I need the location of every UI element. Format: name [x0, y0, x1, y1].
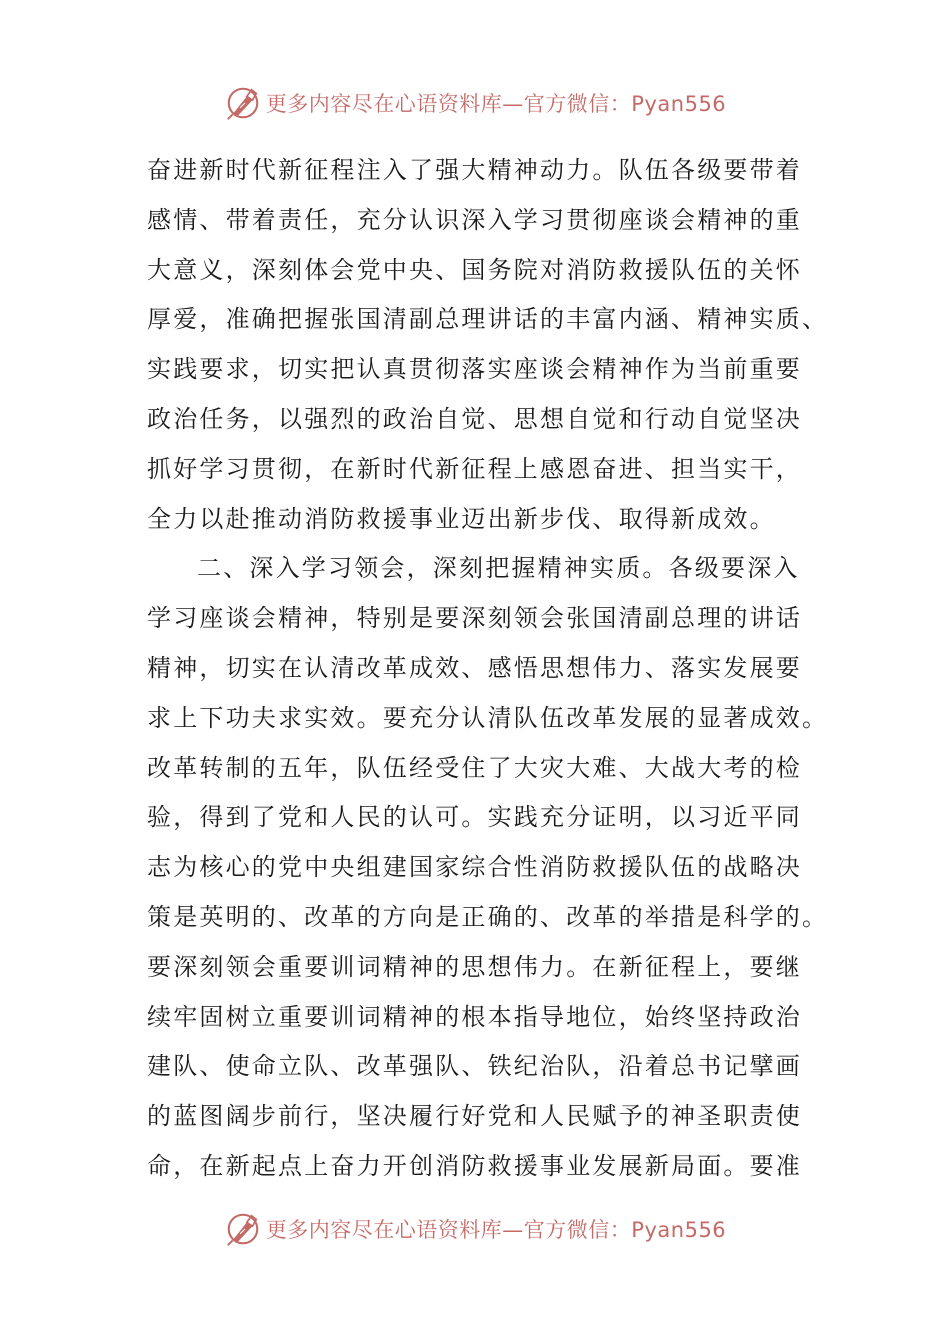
text-line: 政治任务，以强烈的政治自觉、思想自觉和行动自觉坚决 [147, 404, 802, 433]
text-line: 学习座谈会精神，特别是要深刻领会张国清副总理的讲话 [147, 604, 802, 633]
text-line: 建队、使命立队、改革强队、铁纪治队，沿着总书记擘画 [147, 1052, 802, 1081]
text-line: 抓好学习贯彻，在新时代新征程上感恩奋进、担当实干， [147, 454, 802, 483]
header-banner [0, 78, 950, 128]
text-line: 求上下功夫求实效。要充分认清队伍改革发展的显著成效。 [147, 703, 829, 732]
header-banner-text: 更多内容尽在心语资料库—官方微信：Pyan556 [265, 92, 727, 116]
section-heading-line: 二、深入学习领会，深刻把握精神实质。各级要深入 [197, 554, 800, 583]
text-line: 命，在新起点上奋力开创消防救援事业发展新局面。要准 [147, 1151, 802, 1180]
text-line: 奋进新时代新征程注入了强大精神动力。队伍各级要带着 [147, 156, 802, 184]
footer-banner [0, 1204, 950, 1254]
text-line: 全力以赴推动消防救援事业迈出新步伐、取得新成效。 [147, 504, 776, 533]
text-line: 续牢固树立重要训词精神的根本指导地位，始终坚持政治 [147, 1002, 802, 1031]
footer-banner-text: 更多内容尽在心语资料库—官方微信：Pyan556 [265, 1218, 727, 1242]
text-line: 实践要求，切实把认真贯彻落实座谈会精神作为当前重要 [147, 355, 802, 384]
text-line: 策是英明的、改革的方向是正确的、改革的举措是科学的。 [147, 902, 829, 931]
text-line: 厚爱，准确把握张国清副总理讲话的丰富内涵、精神实质、 [147, 305, 829, 334]
text-line: 的蓝图阔步前行，坚决履行好党和人民赋予的神圣职责使 [147, 1102, 802, 1131]
text-line: 志为核心的党中央组建国家综合性消防救援队伍的战略决 [147, 853, 802, 882]
text-line: 大意义，深刻体会党中央、国务院对消防救援队伍的关怀 [147, 255, 802, 284]
text-line: 感情、带着责任，充分认识深入学习贯彻座谈会精神的重 [147, 205, 802, 234]
text-line: 要深刻领会重要训词精神的思想伟力。在新征程上，要继 [147, 952, 802, 981]
pen-nib-logo-icon [224, 84, 262, 122]
text-line: 精神，切实在认清改革成效、感悟思想伟力、落实发展要 [147, 653, 802, 682]
text-line: 验，得到了党和人民的认可。实践充分证明，以习近平同 [147, 803, 802, 832]
document-body [147, 146, 829, 1192]
pen-nib-logo-icon [224, 1210, 262, 1248]
text-line: 改革转制的五年，队伍经受住了大灾大难、大战大考的检 [147, 753, 802, 782]
